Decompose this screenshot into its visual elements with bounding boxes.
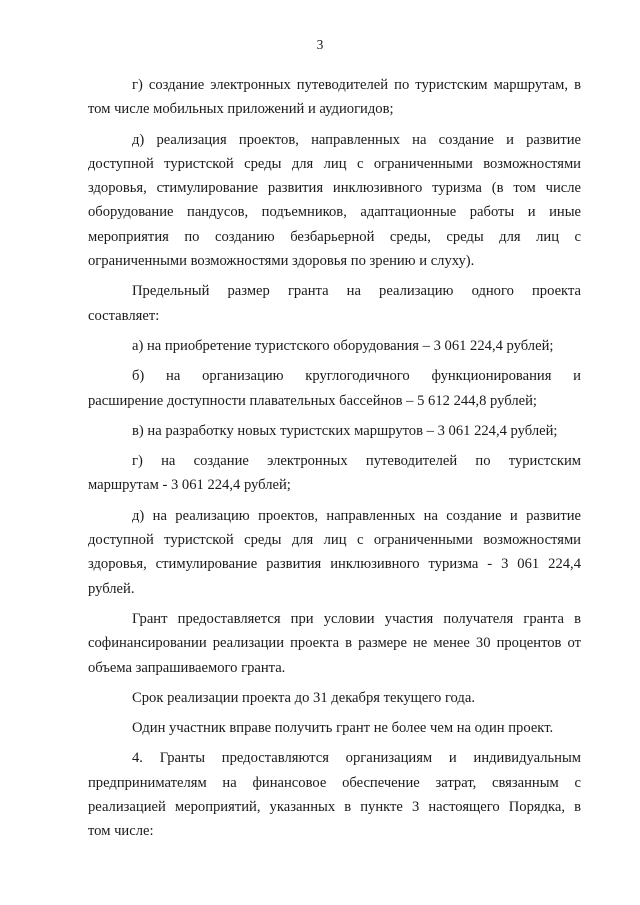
text-line: Один участник вправе получить грант не более чем на один проект.: [132, 720, 554, 737]
text-line: реализацией мероприятий, указанных в пункте 3 настоящего Порядка, в: [88, 799, 581, 816]
text-line: д) реализация проектов, направленных на создание и развитие: [132, 131, 581, 148]
text-line: ограниченными возможностями здоровья по зрению и слуху).: [88, 253, 475, 270]
text-line: а) на приобретение туристского оборудования – 3 061 224,4 рублей;: [132, 337, 554, 354]
text-line: г) создание электронных путеводителей по туристским маршрутам, в: [132, 77, 581, 93]
paragraph: [88, 364, 581, 413]
text-line: д) на реализацию проектов, направленных на создание и развитие: [132, 507, 581, 524]
paragraph: [88, 73, 581, 122]
text-line: Грант предоставляется при условии участия получателя гранта в: [132, 610, 581, 627]
text-line: расширение доступности плавательных бассейнов – 5 612 244,8 рублей;: [88, 392, 537, 409]
text-line: здоровья, стимулирование развития инклюзивного туризма - 3 061 224,4: [88, 556, 581, 573]
document-body: [88, 73, 581, 850]
text-line: в) на разработку новых туристских маршрутов – 3 061 224,4 рублей;: [132, 422, 558, 439]
paragraph: [88, 419, 581, 443]
text-line: рублей.: [88, 580, 135, 597]
paragraph: [88, 504, 581, 601]
text-line: мероприятия по созданию безбарьерной среды, среды для лиц с: [88, 228, 581, 245]
text-line: составляет:: [88, 307, 160, 324]
text-line: объема запрашиваемого гранта.: [88, 659, 286, 676]
paragraph: [88, 746, 581, 843]
paragraph: [88, 128, 581, 274]
text-line: 4. Гранты предоставляются организациям и индивидуальным: [132, 750, 581, 767]
text-line: том числе мобильных приложений и аудиогидов;: [88, 101, 394, 118]
text-line: софинансировании реализации проекта в размере не менее 30 процентов от: [88, 635, 581, 652]
text-line: том числе:: [88, 823, 154, 840]
paragraph: [88, 716, 581, 740]
text-line: Срок реализации проекта до 31 декабря текущего года.: [132, 689, 475, 706]
paragraph: [88, 607, 581, 680]
text-line: б) на организацию круглогодичного функционирования и: [132, 368, 581, 385]
text-line: маршрутам - 3 061 224,4 рублей;: [88, 477, 291, 494]
text-line: здоровья, стимулирование развития инклюзивного туризма (в том числе: [88, 180, 581, 197]
text-line: доступной туристской среды для лиц с ограниченными возможностями: [88, 532, 581, 549]
page-number: 3: [316, 37, 324, 52]
paragraph: [88, 449, 581, 498]
paragraph: [88, 334, 581, 358]
text-line: предпринимателям на финансовое обеспечение затрат, связанным с: [88, 774, 581, 791]
paragraph: [88, 686, 581, 710]
text-line: оборудование пандусов, подъемников, адаптационные работы и иные: [88, 204, 581, 221]
text-line: г) на создание электронных путеводителей по туристским: [132, 453, 581, 470]
text-line: доступной туристской среды для лиц с ограниченными возможностями: [88, 155, 581, 172]
text-line: Предельный размер гранта на реализацию одного проекта: [132, 283, 581, 300]
paragraph: [88, 279, 581, 328]
